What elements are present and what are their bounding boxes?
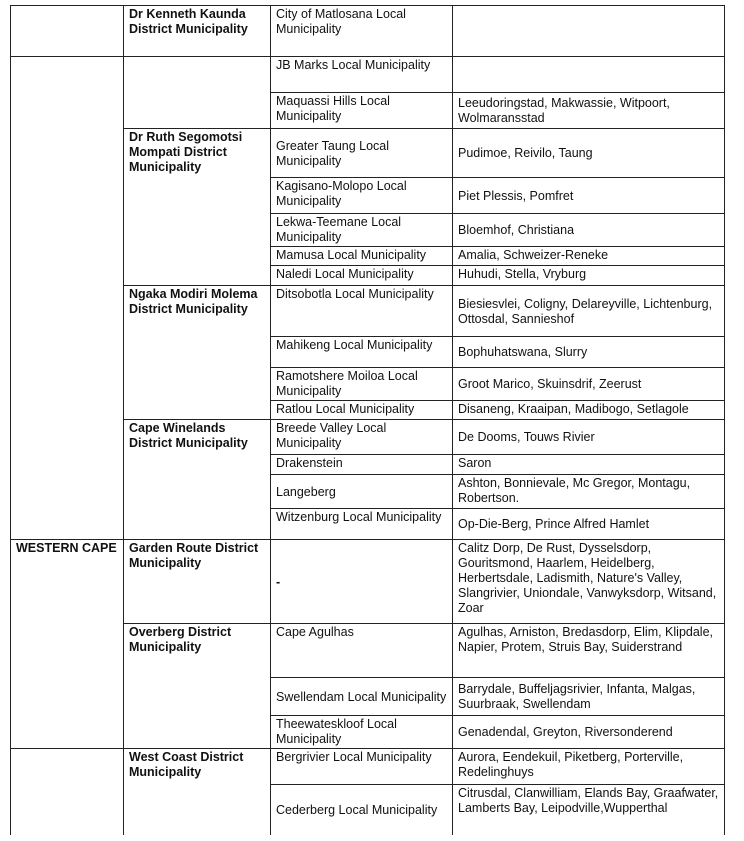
towns-cell: Bloemhof, Christiana bbox=[453, 214, 725, 247]
district-cell: Dr Ruth Segomotsi Mompati District Municipality bbox=[124, 129, 271, 286]
table-row bbox=[11, 540, 725, 624]
towns-cell: Barrydale, Buffeljagsrivier, Infanta, Malgas, Suurbraak, Swellendam bbox=[453, 678, 725, 716]
local-municipality-cell: JB Marks Local Municipality bbox=[271, 57, 453, 93]
towns-cell: Ashton, Bonnievale, Mc Gregor, Montagu, Robertson. bbox=[453, 475, 725, 509]
local-municipality-cell: Drakenstein bbox=[271, 455, 453, 475]
province-cell: WESTERN CAPE bbox=[11, 540, 124, 749]
towns-cell: Piet Plessis, Pomfret bbox=[453, 178, 725, 214]
towns-cell bbox=[453, 6, 725, 57]
local-municipality-cell: Ramotshere Moiloa Local Municipality bbox=[271, 368, 453, 401]
local-municipality-cell: Witzenburg Local Municipality bbox=[271, 509, 453, 540]
towns-cell: Op-Die-Berg, Prince Alfred Hamlet bbox=[453, 509, 725, 540]
local-municipality-cell: Swellendam Local Municipality bbox=[271, 678, 453, 716]
district-cell: Garden Route District Municipality bbox=[124, 540, 271, 624]
district-cell: Dr Kenneth Kaunda District Municipality bbox=[124, 6, 271, 57]
local-municipality-cell: Ratlou Local Municipality bbox=[271, 401, 453, 420]
local-municipality-cell: Mamusa Local Municipality bbox=[271, 247, 453, 266]
towns-cell: Agulhas, Arniston, Bredasdorp, Elim, Klipdale, Napier, Protem, Struis Bay, Suiderstrand bbox=[453, 624, 725, 678]
table-row bbox=[11, 749, 725, 785]
local-municipality-cell: Ditsobotla Local Municipality bbox=[271, 286, 453, 337]
local-municipality-cell: Lekwa-Teemane Local Municipality bbox=[271, 214, 453, 247]
local-municipality-cell: Greater Taung Local Municipality bbox=[271, 129, 453, 178]
towns-cell: Groot Marico, Skuinsdrif, Zeerust bbox=[453, 368, 725, 401]
local-municipality-cell: Cederberg Local Municipality bbox=[271, 785, 453, 835]
local-municipality-cell: Kagisano-Molopo Local Municipality bbox=[271, 178, 453, 214]
district-cell: West Coast District Municipality bbox=[124, 749, 271, 835]
local-municipality-cell: Theewateskloof Local Municipality bbox=[271, 716, 453, 749]
municipality-table bbox=[10, 5, 725, 835]
district-cell: Cape Winelands District Municipality bbox=[124, 420, 271, 540]
province-cell bbox=[11, 749, 124, 835]
towns-cell: Citrusdal, Clanwilliam, Elands Bay, Graafwater, Lamberts Bay, Leipodville,Wupperthal bbox=[453, 785, 725, 835]
municipality-table-page bbox=[10, 5, 724, 835]
towns-cell: Disaneng, Kraaipan, Madibogo, Setlagole bbox=[453, 401, 725, 420]
local-municipality-cell: Cape Agulhas bbox=[271, 624, 453, 678]
province-cell bbox=[11, 57, 124, 540]
district-cell: Ngaka Modiri Molema District Municipality bbox=[124, 286, 271, 420]
towns-cell: Bophuhatswana, Slurry bbox=[453, 337, 725, 368]
towns-cell: De Dooms, Touws Rivier bbox=[453, 420, 725, 455]
local-municipality-cell: Langeberg bbox=[271, 475, 453, 509]
towns-cell bbox=[453, 57, 725, 93]
local-municipality-cell: Bergrivier Local Municipality bbox=[271, 749, 453, 785]
local-municipality-cell: Mahikeng Local Municipality bbox=[271, 337, 453, 368]
towns-cell: Huhudi, Stella, Vryburg bbox=[453, 266, 725, 286]
district-cell bbox=[124, 57, 271, 129]
local-municipality-cell: Breede Valley Local Municipality bbox=[271, 420, 453, 455]
table-row bbox=[11, 57, 725, 93]
table-row bbox=[11, 6, 725, 57]
towns-cell: Aurora, Eendekuil, Piketberg, Porterville, Redelinghuys bbox=[453, 749, 725, 785]
towns-cell: Amalia, Schweizer-Reneke bbox=[453, 247, 725, 266]
local-municipality-cell: Naledi Local Municipality bbox=[271, 266, 453, 286]
district-cell: Overberg District Municipality bbox=[124, 624, 271, 749]
towns-cell: Pudimoe, Reivilo, Taung bbox=[453, 129, 725, 178]
towns-cell: Saron bbox=[453, 455, 725, 475]
local-municipality-cell: City of Matlosana Local Municipality bbox=[271, 6, 453, 57]
local-municipality-cell: - bbox=[271, 540, 453, 624]
towns-cell: Calitz Dorp, De Rust, Dysselsdorp, Gouritsmond, Haarlem, Heidelberg, Herbertsdale, Ladismith, Nature's Valley, Slangrivier, Uniondale, Vanwyksdorp, Witsand, Zoar bbox=[453, 540, 725, 624]
towns-cell: Biesiesvlei, Coligny, Delareyville, Lichtenburg, Ottosdal, Sannieshof bbox=[453, 286, 725, 337]
province-cell bbox=[11, 6, 124, 57]
local-municipality-cell: Maquassi Hills Local Municipality bbox=[271, 93, 453, 129]
towns-cell: Leeudoringstad, Makwassie, Witpoort, Wolmaransstad bbox=[453, 93, 725, 129]
towns-cell: Genadendal, Greyton, Riversonderend bbox=[453, 716, 725, 749]
